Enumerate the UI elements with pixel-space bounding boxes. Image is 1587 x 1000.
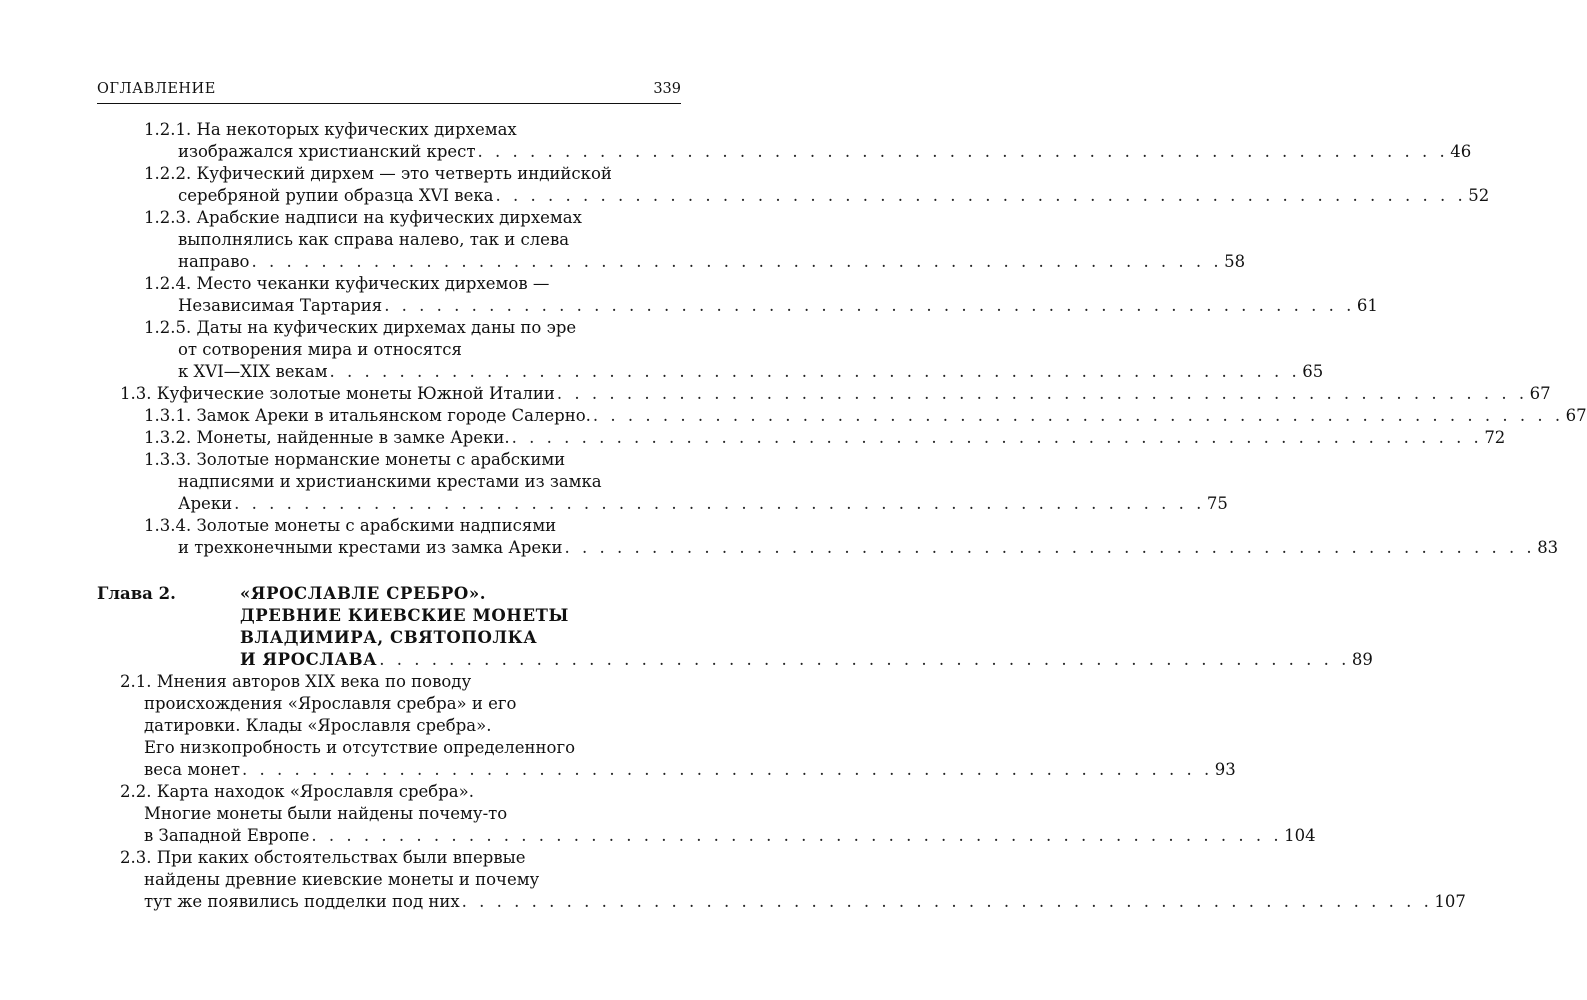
toc-entry-line: 1.2.3. Арабские надписи на куфических дирхемах bbox=[144, 208, 582, 227]
leader-dots: . . . . . . . . . . . . . . . . . . . . . . . . . . . . . . . . . . . . . . . . . . . . . . . . . . . . . . . . bbox=[511, 428, 1483, 447]
toc-page-number: 52 bbox=[1468, 186, 1490, 205]
toc-page-number: 67 bbox=[1565, 406, 1587, 425]
toc-page-number: 75 bbox=[1206, 494, 1228, 513]
leader-dots: . . . . . . . . . . . . . . . . . . . . . . . . . . . . . . . . . . . . . . . . . . . . . . . . . . . . . . . . bbox=[242, 760, 1213, 779]
chapter-title-line: «ЯРОСЛАВЛЕ СРЕБРО». bbox=[240, 584, 487, 603]
toc-page-number: 83 bbox=[1537, 538, 1559, 557]
toc-entry-line[interactable]: направо . . . . . . . . . . . . . . . . . . . . . . . . . . . . . . . . . . . . . . . . . . . . . . . . . . . . . . . . 58 bbox=[178, 252, 1246, 271]
leader-dots: . . . . . . . . . . . . . . . . . . . . . . . . . . . . . . . . . . . . . . . . . . . . . . . . . . . . . . . . bbox=[379, 650, 1350, 669]
toc-entry-line[interactable]: и трехконечными крестами из замка Ареки . . . . . . . . . . . . . . . . . . . . . . . . . . . . . . . . . . . . . . . . . . . . . . . . . . . . . . . . 83 bbox=[178, 538, 1559, 557]
toc-entry-line: надписями и христианскими крестами из замка bbox=[178, 472, 602, 491]
leader-dots: . . . . . . . . . . . . . . . . . . . . . . . . . . . . . . . . . . . . . . . . . . . . . . . . . . . . . . . . bbox=[251, 252, 1223, 271]
toc-entry-line[interactable]: 1.3. Куфические золотые монеты Южной Италии . . . . . . . . . . . . . . . . . . . . . . . . . . . . . . . . . . . . . . . . . . . . . . . . . . . . . . . . 67 bbox=[120, 384, 1551, 403]
leader-dots: . . . . . . . . . . . . . . . . . . . . . . . . . . . . . . . . . . . . . . . . . . . . . . . . . . . . . . . . bbox=[477, 142, 1449, 161]
toc-entry-line: 1.3.4. Золотые монеты с арабскими надписями bbox=[144, 516, 557, 535]
toc-entry-line: найдены древние киевские монеты и почему bbox=[144, 870, 540, 889]
leader-dots: . . . . . . . . . . . . . . . . . . . . . . . . . . . . . . . . . . . . . . . . . . . . . . . . . . . . . . . . bbox=[234, 494, 1205, 513]
toc-entry-line[interactable]: 1.3.1. Замок Ареки в итальянском городе Салерно. . . . . . . . . . . . . . . . . . . . . . . . . . . . . . . . . . . . . . . . . . . . . . . . . . . . . . . . . 67 bbox=[144, 406, 1587, 425]
header-title: ОГЛАВЛЕНИЕ bbox=[97, 81, 216, 97]
leader-dots: . . . . . . . . . . . . . . . . . . . . . . . . . . . . . . . . . . . . . . . . . . . . . . . . . . . . . . . . bbox=[495, 186, 1467, 205]
toc-entry-line[interactable]: серебряной рупии образца XVI века . . . . . . . . . . . . . . . . . . . . . . . . . . . . . . . . . . . . . . . . . . . . . . . . . . . . . . . . 52 bbox=[178, 186, 1490, 205]
toc-entry-line: 2.2. Карта находок «Ярославля сребра». bbox=[120, 782, 474, 801]
toc-entry-line: 2.3. При каких обстоятельствах были впервые bbox=[120, 848, 526, 867]
toc-entry-line: 2.1. Мнения авторов XIX века по поводу bbox=[120, 672, 472, 691]
toc-entry-line[interactable]: Независимая Тартария . . . . . . . . . . . . . . . . . . . . . . . . . . . . . . . . . . . . . . . . . . . . . . . . . . . . . . . . 61 bbox=[178, 296, 1378, 315]
running-header bbox=[97, 81, 681, 101]
toc-page-number: 46 bbox=[1450, 142, 1472, 161]
leader-dots: . . . . . . . . . . . . . . . . . . . . . . . . . . . . . . . . . . . . . . . . . . . . . . . . . . . . . . . . bbox=[564, 538, 1536, 557]
chapter-title-line[interactable]: И ЯРОСЛАВА . . . . . . . . . . . . . . . . . . . . . . . . . . . . . . . . . . . . . . . . . . . . . . . . . . . . . . . . 89 bbox=[240, 650, 1373, 669]
toc-page-number: 107 bbox=[1434, 892, 1466, 911]
toc-entry-line: Многие монеты были найдены почему-то bbox=[144, 804, 508, 823]
toc-entry-line[interactable]: тут же появились подделки под них . . . . . . . . . . . . . . . . . . . . . . . . . . . . . . . . . . . . . . . . . . . . . . . . . . . . . . . . 107 bbox=[144, 892, 1466, 911]
leader-dots: . . . . . . . . . . . . . . . . . . . . . . . . . . . . . . . . . . . . . . . . . . . . . . . . . . . . . . . . bbox=[592, 406, 1564, 425]
chapter-title-line: ВЛАДИМИРА, СВЯТОПОЛКА bbox=[240, 628, 538, 647]
header-page-number: 339 bbox=[653, 81, 681, 97]
chapter-label: Глава 2. bbox=[97, 584, 176, 603]
toc-page-number: 104 bbox=[1284, 826, 1316, 845]
toc-page-number: 58 bbox=[1224, 252, 1246, 271]
leader-dots: . . . . . . . . . . . . . . . . . . . . . . . . . . . . . . . . . . . . . . . . . . . . . . . . . . . . . . . . bbox=[329, 362, 1301, 381]
toc-entry-line: 1.2.2. Куфический дирхем — это четверть индийской bbox=[144, 164, 612, 183]
toc-entry-line: датировки. Клады «Ярославля сребра». bbox=[144, 716, 492, 735]
toc-entry-line: 1.2.4. Место чеканки куфических дирхемов — bbox=[144, 274, 550, 293]
toc-entry-line: от сотворения мира и относятся bbox=[178, 340, 462, 359]
header-rule bbox=[97, 103, 681, 104]
toc-entry-line: 1.2.5. Даты на куфических дирхемах даны по эре bbox=[144, 318, 577, 337]
toc-entry-line[interactable]: к XVI—XIX векам . . . . . . . . . . . . . . . . . . . . . . . . . . . . . . . . . . . . . . . . . . . . . . . . . . . . . . . . 65 bbox=[178, 362, 1324, 381]
leader-dots: . . . . . . . . . . . . . . . . . . . . . . . . . . . . . . . . . . . . . . . . . . . . . . . . . . . . . . . . bbox=[311, 826, 1283, 845]
toc-entry-line[interactable]: 1.3.2. Монеты, найденные в замке Ареки. . . . . . . . . . . . . . . . . . . . . . . . . . . . . . . . . . . . . . . . . . . . . . . . . . . . . . . . . 72 bbox=[144, 428, 1506, 447]
toc-entry-line[interactable]: в Западной Европе . . . . . . . . . . . . . . . . . . . . . . . . . . . . . . . . . . . . . . . . . . . . . . . . . . . . . . . . 104 bbox=[144, 826, 1316, 845]
toc-entry-line: происхождения «Ярославля сребра» и его bbox=[144, 694, 517, 713]
toc-page-number: 93 bbox=[1214, 760, 1236, 779]
toc-entry-line: выполнялись как справа налево, так и слева bbox=[178, 230, 570, 249]
toc-entry-line[interactable]: веса монет . . . . . . . . . . . . . . . . . . . . . . . . . . . . . . . . . . . . . . . . . . . . . . . . . . . . . . . . 93 bbox=[144, 760, 1236, 779]
chapter-title-line: ДРЕВНИЕ КИЕВСКИЕ МОНЕТЫ bbox=[240, 606, 569, 625]
toc-entry-line: Его низкопробность и отсутствие определенного bbox=[144, 738, 576, 757]
toc-page-number: 67 bbox=[1529, 384, 1551, 403]
toc-page-number: 72 bbox=[1484, 428, 1506, 447]
leader-dots: . . . . . . . . . . . . . . . . . . . . . . . . . . . . . . . . . . . . . . . . . . . . . . . . . . . . . . . . bbox=[556, 384, 1528, 403]
toc-entry-line: 1.2.1. На некоторых куфических дирхемах bbox=[144, 120, 517, 139]
toc-page-number: 61 bbox=[1356, 296, 1378, 315]
leader-dots: . . . . . . . . . . . . . . . . . . . . . . . . . . . . . . . . . . . . . . . . . . . . . . . . . . . . . . . . bbox=[461, 892, 1433, 911]
leader-dots: . . . . . . . . . . . . . . . . . . . . . . . . . . . . . . . . . . . . . . . . . . . . . . . . . . . . . . . . bbox=[384, 296, 1355, 315]
toc-entry-line: 1.3.3. Золотые норманские монеты с арабскими bbox=[144, 450, 566, 469]
toc-entry-line[interactable]: изображался христианский крест . . . . . . . . . . . . . . . . . . . . . . . . . . . . . . . . . . . . . . . . . . . . . . . . . . . . . . . . 46 bbox=[178, 142, 1472, 161]
toc-entry-line[interactable]: Ареки . . . . . . . . . . . . . . . . . . . . . . . . . . . . . . . . . . . . . . . . . . . . . . . . . . . . . . . . 75 bbox=[178, 494, 1228, 513]
toc-page-number: 89 bbox=[1351, 650, 1373, 669]
toc-page-number: 65 bbox=[1302, 362, 1324, 381]
